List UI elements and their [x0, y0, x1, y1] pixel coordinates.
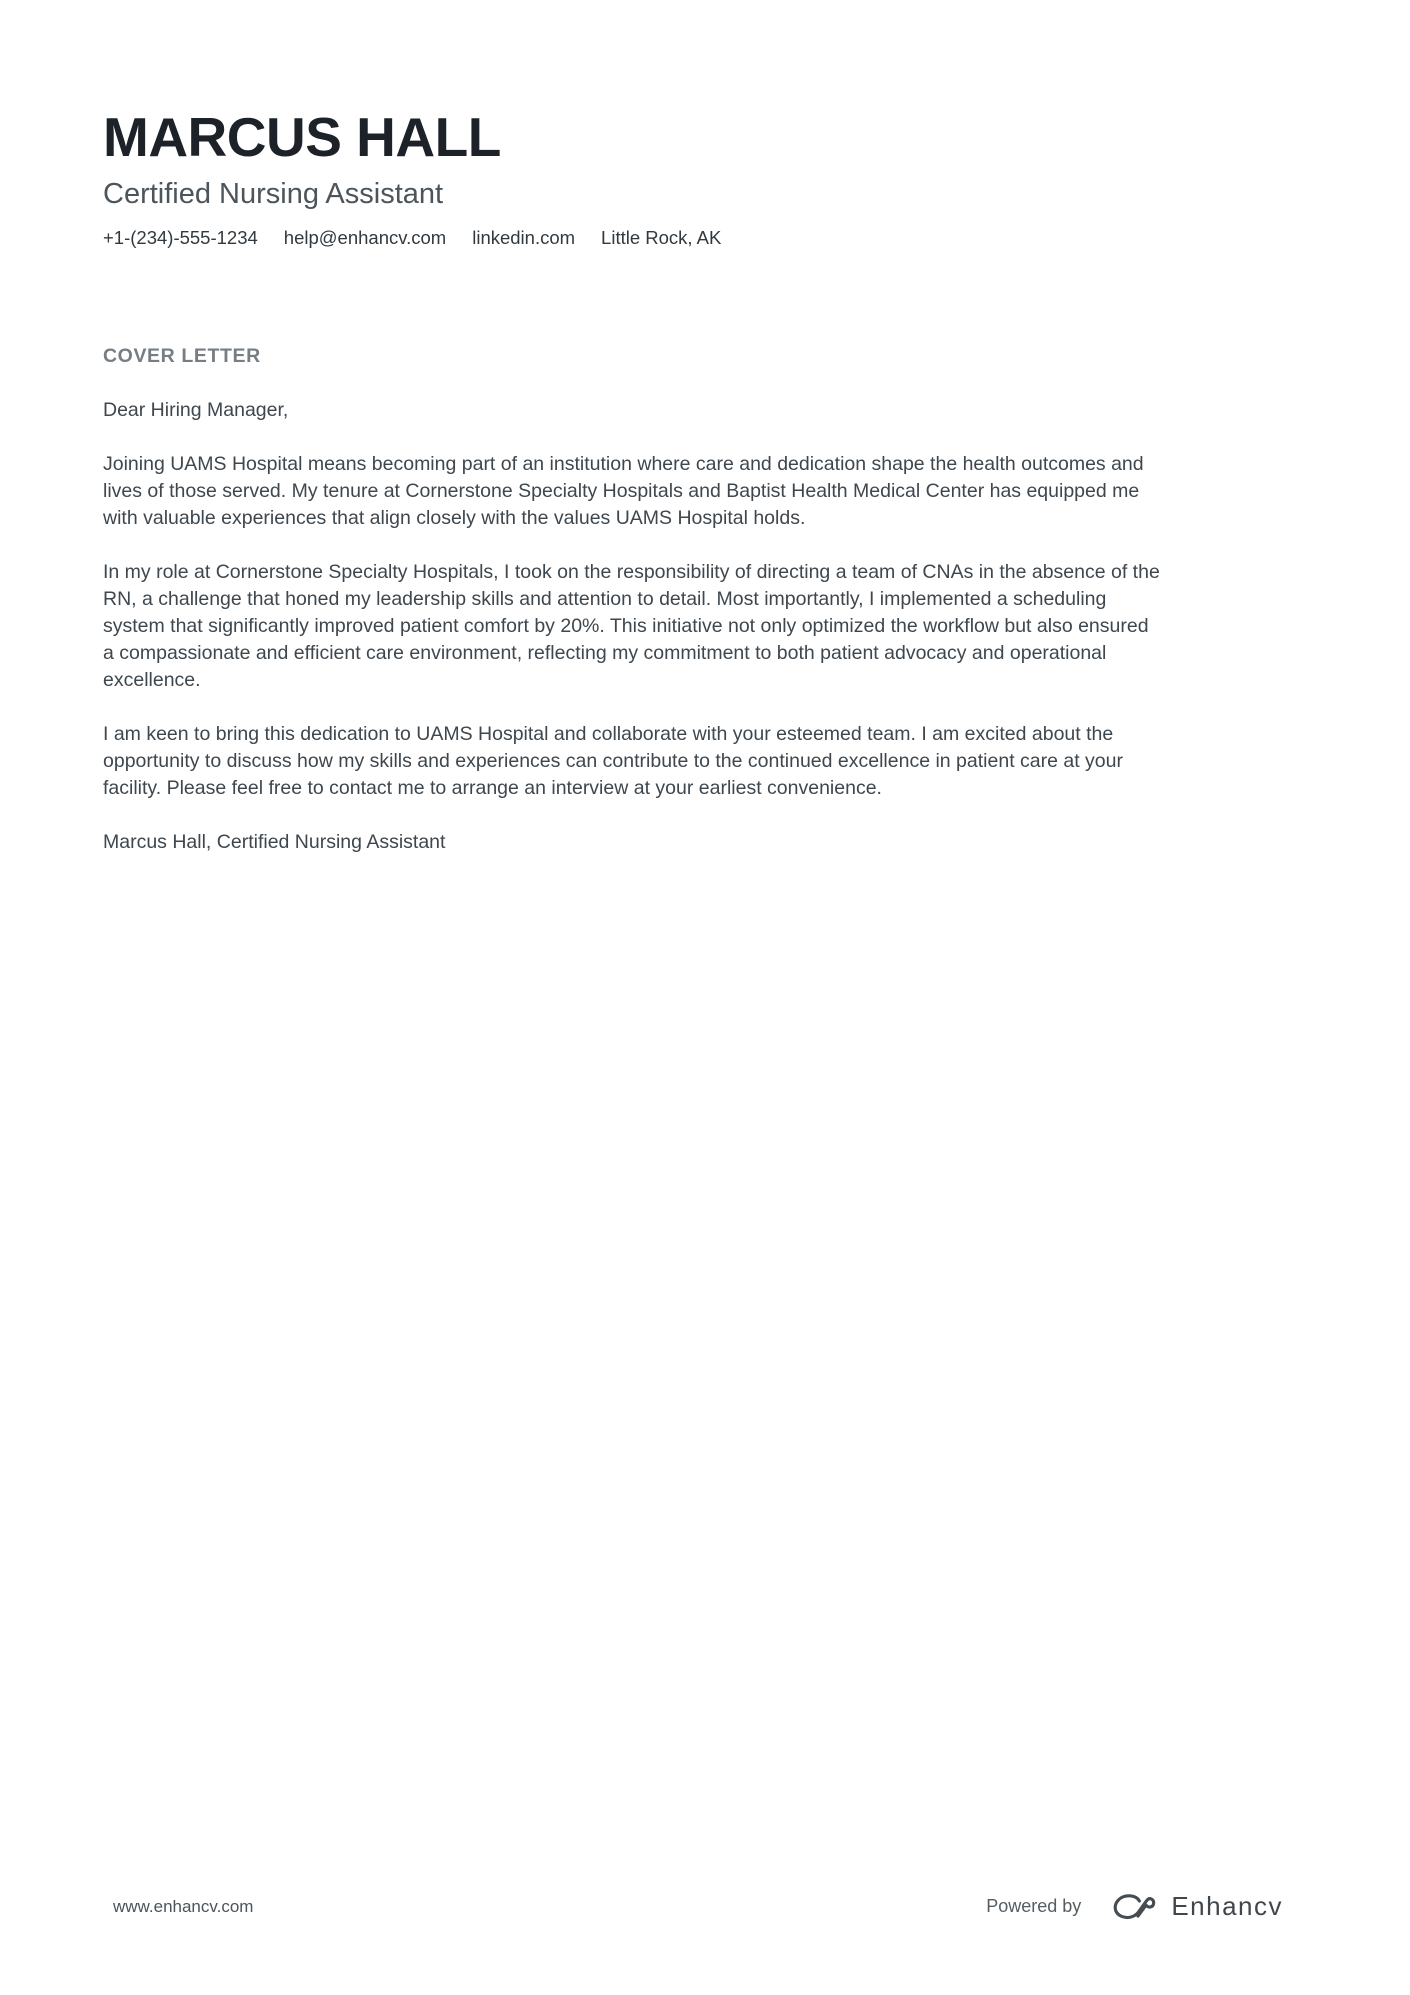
letter-paragraph-2: In my role at Cornerstone Specialty Hospitals, I took on the responsibility of directing a team of CNAs in the absence of the RN, a challenge that honed my leadership skills and attention to detail. Most importantly, I implemented a scheduling system that significantly improved patient comfort by 20%. This initiative not only optimized the workflow but also ensured a compassionate and efficient care environment, reflecting my commitment to both patient advocacy and operational excellence.	[103, 561, 1160, 692]
contact-row	[103, 227, 1160, 249]
email-link[interactable]: help@enhancv.com	[283, 227, 447, 249]
salutation: Dear Hiring Manager,	[103, 399, 289, 422]
candidate-job-title: Certified Nursing Assistant	[103, 178, 444, 210]
section-title: COVER LETTER	[103, 345, 261, 368]
letter-content	[0, 0, 1290, 856]
enhancv-logo-icon	[1109, 1890, 1157, 1923]
phone-number: +1-(234)-555-1234	[103, 227, 258, 249]
linkedin-link[interactable]: linkedin.com	[472, 227, 576, 249]
letter-body	[103, 345, 1160, 856]
powered-by-label: Powered by	[986, 1896, 1082, 1916]
location-text: Little Rock, AK	[601, 227, 722, 249]
signature-line: Marcus Hall, Certified Nursing Assistant	[103, 831, 446, 854]
letter-paragraph-1: Joining UAMS Hospital means becoming part of an institution where care and dedication shape the health outcomes and lives of those served. My tenure at Cornerstone Specialty Hospitals and Baptist Health Medical Center has equipped me with valuable experiences that align closely with the values UAMS Hospital holds.	[103, 453, 1144, 530]
letter-paragraph-3: I am keen to bring this dedication to UAMS Hospital and collaborate with your esteemed team. I am excited about the opportunity to discuss how my skills and experiences can contribute to the continued excellence in patient care at your facility. Please feel free to contact me to arrange an interview at your earliest convenience.	[103, 723, 1123, 800]
website-link[interactable]: www.enhancv.com	[113, 1896, 254, 1916]
page-footer	[0, 1890, 1410, 1923]
enhancv-brand-text: Enhancv	[1171, 1891, 1283, 1921]
candidate-name: MARCUS HALL	[103, 106, 501, 168]
powered-by-enhancv[interactable]	[986, 1890, 1283, 1923]
letter-header	[103, 106, 1160, 249]
